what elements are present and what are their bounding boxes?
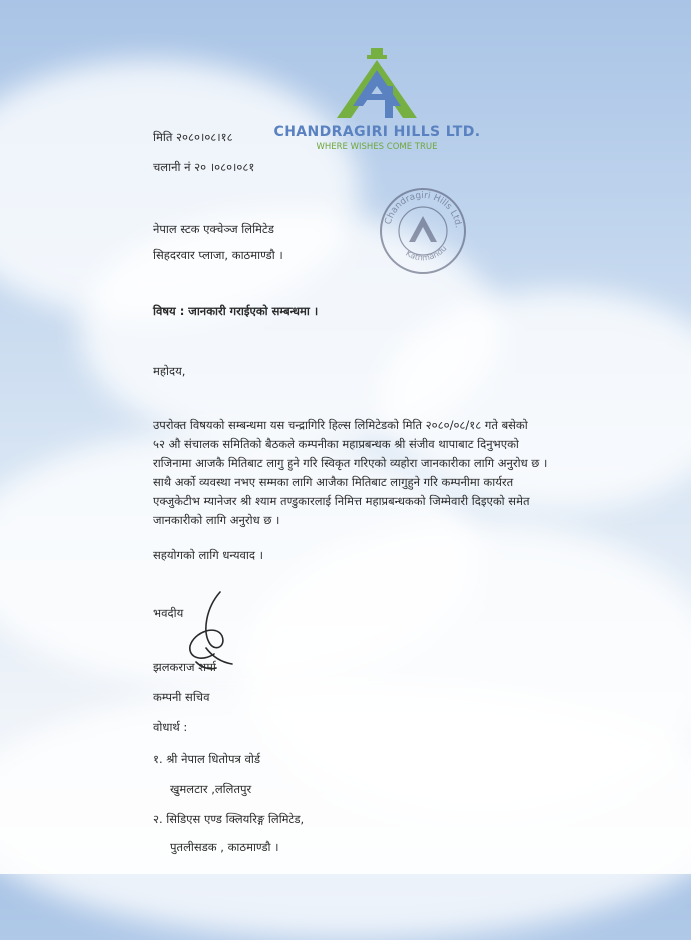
body-line: उपरोक्त विषयको सम्बन्धमा यस चन्द्रागिरि हिल्स लिमिटेडको मिति २०८०/०८/१८ गते बसेको: [153, 418, 528, 432]
body-line: साथै अर्को व्यवस्था नभए सम्मका लागि आजैका मितिबाट लागुहुने गरि कम्पनीमा कार्यरत: [153, 475, 514, 489]
salutation: महोदय,: [153, 364, 186, 378]
letter-body: [153, 416, 668, 530]
body-line: राजिनामा आजकै मितिबाट लागु हुने गरि स्विकृत गरिएको व्यहोरा जानकारीका लागि अनुरोध छ ।: [153, 456, 548, 470]
thanks-line: सहयोगको लागि धन्यवाद ।: [153, 548, 263, 562]
brand-name: CHANDRAGIRI HILLS LTD.: [273, 124, 481, 140]
cc-item-line: २. सिडिएस एण्ड क्लियरिङ्ग लिमिटेड,: [153, 812, 305, 826]
letter-subject: विषय : जानकारी गराईएको सम्बन्धमा ।: [153, 304, 319, 318]
svg-text:Kathmandu: [404, 244, 448, 263]
brand-tagline: WHERE WISHES COME TRUE: [316, 142, 438, 152]
body-line: ५२ औ संचालक समितिको बैठकले कम्पनीका महाप्रबन्धक श्री संजीव थापाबाट दिनुभएको: [153, 437, 519, 451]
recipient-address: सिहदरवार प्लाजा, काठमाण्डौ ।: [153, 248, 283, 262]
reference-number: चलानी नं २० ।०८०।०८१: [153, 160, 255, 174]
signatory-name: झलकराज शर्मा: [153, 660, 216, 674]
body-line: एक्जुकेटीभ म्यानेजर श्री श्याम तण्डुकारलाई निमित्त महाप्रबन्धकको जिम्मेवारी दिइएको समेत: [153, 494, 530, 508]
company-logo: [272, 46, 482, 166]
signatory-title: कम्पनी सचिव: [153, 690, 210, 704]
company-seal-stamp: [378, 186, 468, 276]
cc-item-line: पुतलीसडक , काठमाण्डौ ।: [170, 840, 279, 854]
cc-item-line: १. श्री नेपाल धितोपत्र वोर्ड: [153, 752, 261, 766]
seal-bottom-text: Kathmandu: [404, 243, 449, 263]
letter-date: मिति २०८०।०८।१८: [153, 130, 233, 144]
recipient-name: नेपाल स्टक एक्चेञ्ज लिमिटेड: [153, 222, 274, 236]
seal-top-text: Chandragiri Hills Ltd.: [383, 190, 463, 229]
cc-heading: वोधार्थ :: [153, 720, 188, 734]
body-line: जानकारीको लागि अनुरोध छ ।: [153, 513, 280, 527]
cc-item-line: खुमलटार ,ललितपुर: [170, 782, 252, 796]
chandragiri-logo-icon: [331, 46, 423, 122]
closing: भवदीय: [153, 606, 184, 620]
